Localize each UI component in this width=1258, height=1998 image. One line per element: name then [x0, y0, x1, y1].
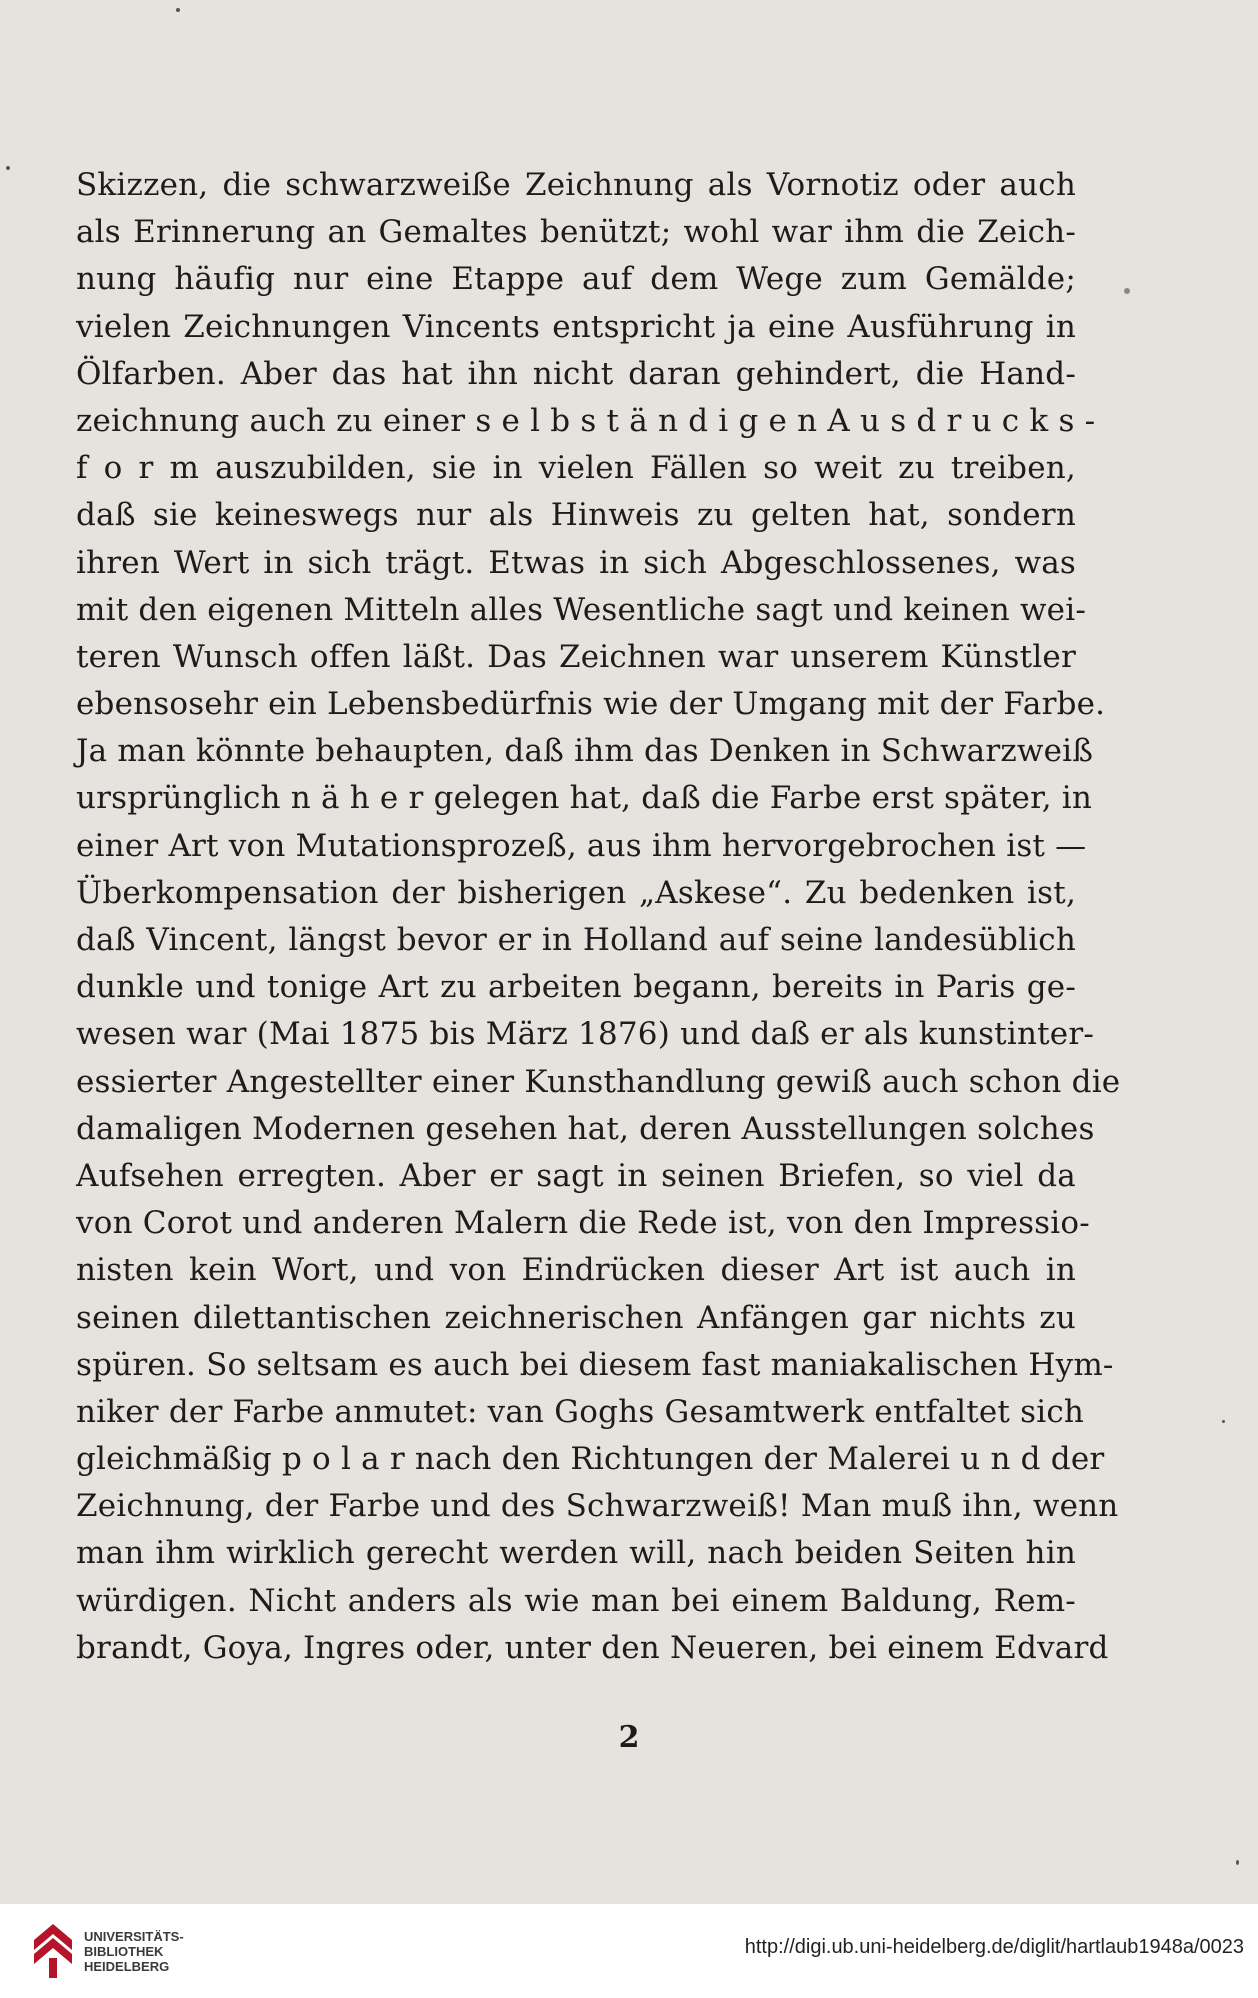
- text-line: zeichnung auch zu einer s e l b s t ä n d i g e n A u s d r u c k s -: [76, 402, 1096, 439]
- text-line: essierter Angestellter einer Kunsthandlung gewiß auch schon die: [76, 1063, 1121, 1100]
- scan-speck: [1236, 1860, 1239, 1865]
- text-line: gleichmäßig p o l a r nach den Richtungen der Malerei u n d der: [76, 1441, 1105, 1478]
- text-line: ursprünglich n ä h e r gelegen hat, daß die Farbe erst später, in: [76, 780, 1093, 817]
- text-line: Überkompensation der bisherigen „Askese“. Zu bedenken ist,: [76, 874, 1076, 911]
- scan-speck: [176, 8, 180, 12]
- body-text: [76, 162, 1121, 1672]
- text-line: man ihm wirklich gerecht werden will, nach beiden Seiten hin: [76, 1535, 1076, 1572]
- library-name-line: UNIVERSITÄTS-: [84, 1929, 184, 1944]
- text-line: dunkle und tonige Art zu arbeiten begann, bereits in Paris ge-: [76, 969, 1076, 1006]
- library-name: [84, 1929, 184, 1974]
- scan-speck: [6, 166, 10, 170]
- text-line: f o r m auszubilden, sie in vielen Fällen so weit zu treiben,: [76, 450, 1076, 487]
- source-url-link[interactable]: http://digi.ub.uni-heidelberg.de/diglit/hartlaub1948a/0023: [744, 1936, 1244, 1958]
- text-line: Ja man könnte behaupten, daß ihm das Denken in Schwarzweiß: [76, 733, 1094, 770]
- text-line: brandt, Goya, Ingres oder, unter den Neueren, bei einem Edvard: [76, 1629, 1109, 1666]
- page-number: 2: [618, 1720, 640, 1755]
- text-line: daß sie keineswegs nur als Hinweis zu gelten hat, sondern: [76, 497, 1076, 534]
- text-line: daß Vincent, längst bevor er in Holland auf seine landesüblich: [76, 922, 1076, 958]
- scan-speck: [1124, 288, 1130, 294]
- text-line: würdigen. Nicht anders als wie man bei einem Baldung, Rem-: [76, 1582, 1076, 1619]
- text-line: mit den eigenen Mitteln alles Wesentliche sagt und keinen wei-: [76, 591, 1087, 628]
- text-line: spüren. So seltsam es auch bei diesem fast maniakalischen Hym-: [76, 1346, 1114, 1383]
- text-line: ihren Wert in sich trägt. Etwas in sich Abgeschlossenes, was: [76, 544, 1076, 581]
- text-line: Ölfarben. Aber das hat ihn nicht daran gehindert, die Hand-: [76, 355, 1076, 392]
- text-line: Skizzen, die schwarzweiße Zeichnung als Vornotiz oder auch: [76, 167, 1076, 203]
- library-logo-icon: [30, 1920, 76, 1982]
- text-line: teren Wunsch offen läßt. Das Zeichnen war unserem Künstler: [76, 638, 1076, 675]
- text-line: von Corot und anderen Malern die Rede ist, von den Impressio-: [76, 1205, 1090, 1242]
- text-line: Aufsehen erregten. Aber er sagt in seinen Briefen, so viel da: [76, 1157, 1076, 1194]
- text-line: einer Art von Mutationsprozeß, aus ihm hervorgebrochen ist —: [76, 827, 1087, 864]
- text-line: ebensosehr ein Lebensbedürfnis wie der Umgang mit der Farbe.: [76, 686, 1106, 723]
- text-line: wesen war (Mai 1875 bis März 1876) und daß er als kunstinter-: [76, 1016, 1095, 1053]
- text-line: damaligen Modernen gesehen hat, deren Ausstellungen solches: [76, 1110, 1095, 1147]
- scan-speck: [1222, 1420, 1225, 1423]
- footer-bar: [0, 1904, 1258, 1998]
- text-line: nisten kein Wort, und von Eindrücken dieser Art ist auch in: [76, 1252, 1076, 1289]
- text-line: Zeichnung, der Farbe und des Schwarzweiß! Man muß ihn, wenn: [76, 1488, 1119, 1525]
- text-line: nung häufig nur eine Etappe auf dem Wege zum Gemälde;: [76, 261, 1076, 298]
- library-name-line: BIBLIOTHEK: [84, 1944, 164, 1959]
- text-line: vielen Zeichnungen Vincents entspricht ja eine Ausführung in: [76, 308, 1076, 345]
- text-line: seinen dilettantischen zeichnerischen Anfängen gar nichts zu: [76, 1299, 1076, 1336]
- text-line: als Erinnerung an Gemaltes benützt; wohl war ihm die Zeich-: [76, 214, 1076, 251]
- library-name-line: HEIDELBERG: [84, 1959, 170, 1974]
- text-line: niker der Farbe anmutet: van Goghs Gesamtwerk entfaltet sich: [76, 1393, 1085, 1430]
